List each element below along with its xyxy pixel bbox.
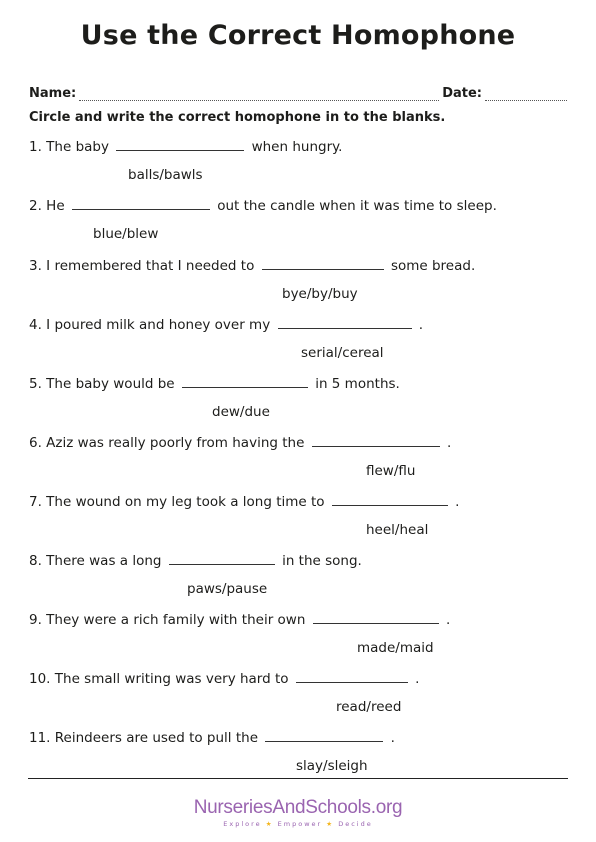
question-text-after: .	[390, 730, 395, 746]
answer-blank[interactable]	[169, 551, 275, 565]
homophone-options[interactable]: dew/due	[212, 404, 270, 420]
homophone-options[interactable]: flew/flu	[366, 463, 416, 479]
homophone-options[interactable]: paws/pause	[187, 581, 268, 597]
question-text-before: 1. The baby	[29, 139, 109, 155]
question-text-after: .	[455, 494, 460, 510]
question-text-after: in the song.	[282, 553, 362, 569]
name-date-row	[29, 83, 567, 101]
homophone-options[interactable]: balls/bawls	[128, 167, 203, 183]
question-text-before: 7. The wound on my leg took a long time to	[29, 494, 325, 510]
footer-divider	[28, 778, 568, 779]
tagline-explore: Explore	[223, 820, 262, 828]
question-text-before: 5. The baby would be	[29, 376, 175, 392]
question-11	[29, 728, 395, 746]
question-text-before: 2. He	[29, 198, 65, 214]
homophone-options[interactable]: heel/heal	[366, 522, 429, 538]
answer-blank[interactable]	[296, 669, 408, 683]
question-6	[29, 433, 451, 451]
answer-blank[interactable]	[313, 610, 439, 624]
date-field[interactable]	[485, 89, 567, 101]
question-7	[29, 492, 459, 510]
homophone-options[interactable]: read/reed	[336, 699, 402, 715]
question-text-after: .	[445, 612, 451, 628]
question-text-after: in 5 months.	[315, 376, 400, 392]
question-9	[29, 610, 450, 628]
instructions: Circle and write the correct homophone in to the blanks.	[29, 110, 446, 125]
tagline-empower: Empower	[277, 820, 323, 828]
homophone-options[interactable]: slay/sleigh	[296, 758, 368, 774]
tagline-decide: Decide	[338, 820, 373, 828]
answer-blank[interactable]	[312, 433, 440, 447]
question-text-after: out the candle when it was time to sleep.	[217, 198, 497, 214]
question-5	[29, 374, 400, 392]
question-8	[29, 551, 362, 569]
question-text-before: 11. Reindeers are used to pull the	[29, 730, 258, 746]
question-text-before: 4. I poured milk and honey over my	[29, 317, 271, 333]
name-label: Name:	[29, 86, 77, 101]
star-icon: ★	[265, 820, 274, 828]
site-logo: NurseriesAndSchools.org	[193, 797, 403, 818]
homophone-options[interactable]: serial/cereal	[301, 345, 384, 361]
question-text-after: .	[447, 435, 452, 451]
question-text-before: 10. The small writing was very hard to	[29, 671, 289, 687]
answer-blank[interactable]	[116, 137, 244, 151]
answer-blank[interactable]	[332, 492, 448, 506]
question-text-after: when hungry.	[251, 139, 343, 155]
question-2	[29, 196, 497, 214]
name-field[interactable]	[79, 89, 439, 101]
question-text-after: some bread.	[390, 258, 476, 274]
site-tagline	[0, 820, 596, 828]
question-text-before: 6. Aziz was really poorly from having the	[29, 435, 305, 451]
question-1	[29, 137, 342, 155]
homophone-options[interactable]: bye/by/buy	[282, 286, 358, 302]
date-label: Date:	[442, 86, 482, 101]
answer-blank[interactable]	[72, 196, 210, 210]
question-text-after: .	[415, 671, 420, 687]
question-text-after: .	[418, 317, 424, 333]
question-4	[29, 315, 423, 333]
question-10	[29, 669, 419, 687]
answer-blank[interactable]	[262, 256, 384, 270]
question-text-before: 3. I remembered that I needed to	[29, 258, 255, 274]
answer-blank[interactable]	[278, 315, 412, 329]
question-3	[29, 256, 475, 274]
question-text-before: 8. There was a long	[29, 553, 162, 569]
answer-blank[interactable]	[182, 374, 308, 388]
question-text-before: 9. They were a rich family with their own	[29, 612, 306, 628]
star-icon: ★	[326, 820, 335, 828]
page-title: Use the Correct Homophone	[80, 20, 516, 51]
homophone-options[interactable]: made/maid	[357, 640, 434, 656]
answer-blank[interactable]	[265, 728, 383, 742]
homophone-options[interactable]: blue/blew	[93, 226, 159, 242]
